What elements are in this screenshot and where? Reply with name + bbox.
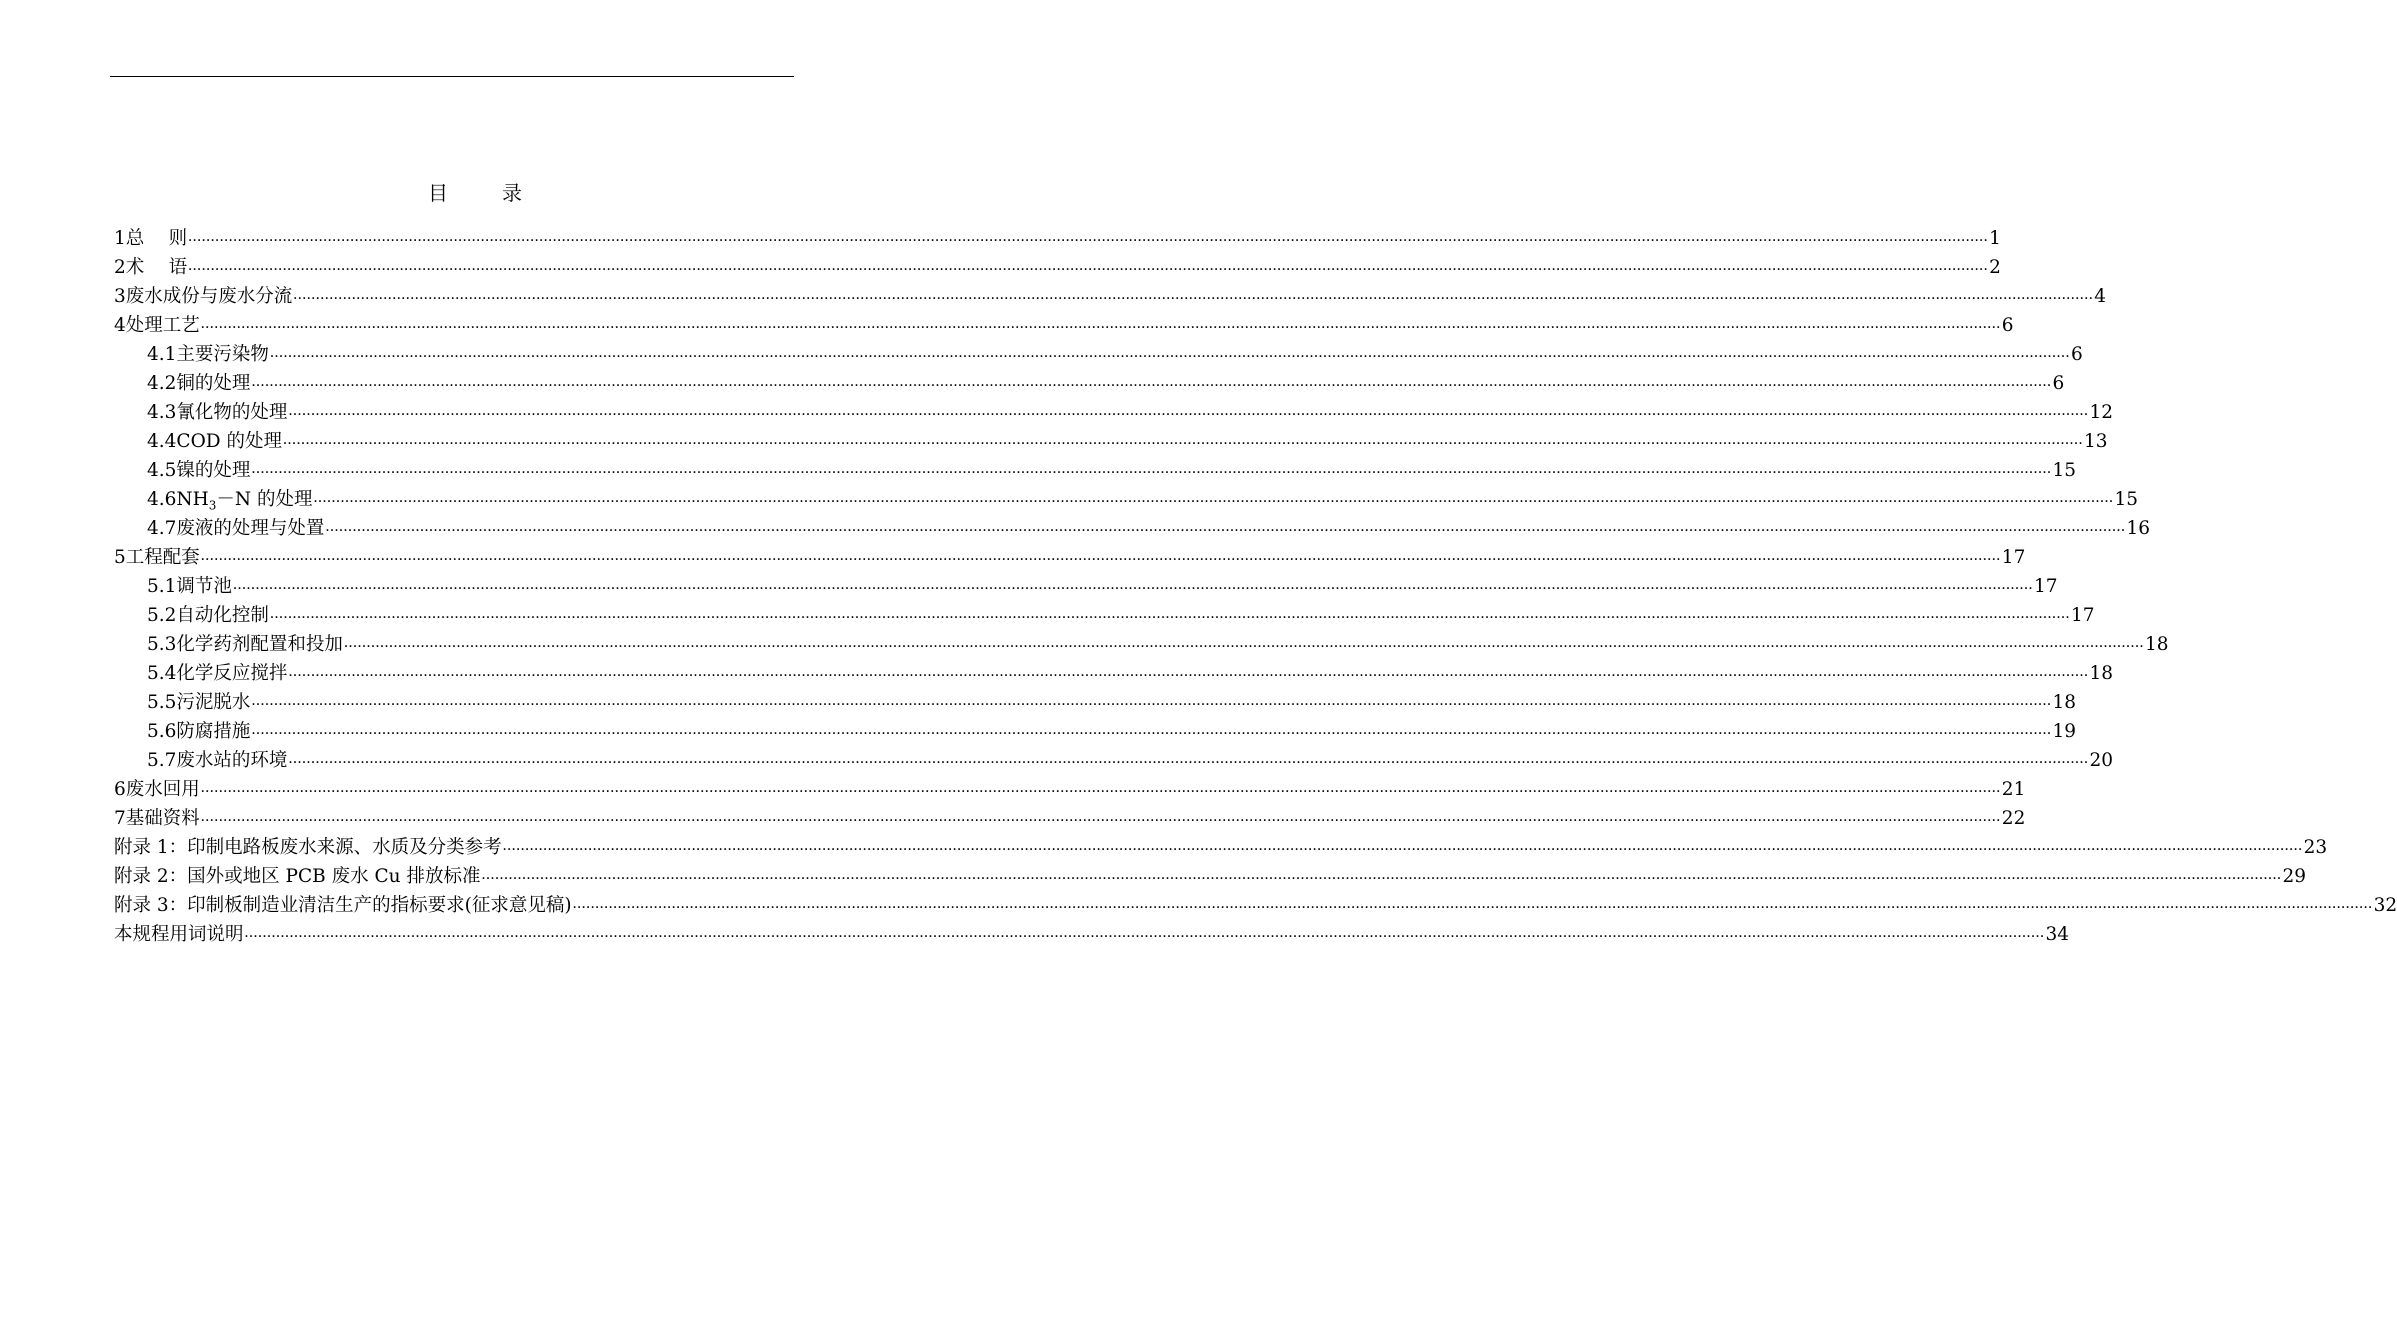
toc-entry[interactable] xyxy=(114,369,2065,398)
toc-entry[interactable] xyxy=(114,253,2001,282)
toc-entry-number: 5.1 xyxy=(147,576,177,597)
toc-leader-dots: ................................................................................................................................................................................................................................................................................................................................................................................................................ xyxy=(200,808,2001,825)
toc-entry-page: 6 xyxy=(2052,373,2065,394)
toc-entry-page: 23 xyxy=(2303,837,2328,858)
toc-entry[interactable] xyxy=(114,224,2001,253)
toc-entry-number: 5.4 xyxy=(147,663,177,684)
toc-entry-number: 5.6 xyxy=(147,721,177,742)
toc-entry-label: 工程配套 xyxy=(125,547,200,568)
toc-entry[interactable] xyxy=(114,311,2014,340)
toc-entry-page: 16 xyxy=(2126,518,2150,539)
toc-leader-dots: ................................................................................................................................................................................................................................................................................................................................................................................................................ xyxy=(288,750,2089,767)
toc-leader-dots: ................................................................................................................................................................................................................................................................................................................................................................................................................ xyxy=(269,605,2070,622)
toc-entry[interactable] xyxy=(114,804,2026,833)
toc-entry-label: 化学反应搅拌 xyxy=(176,663,288,684)
toc-entry-label: 污泥脱水 xyxy=(176,692,251,713)
toc-entry-page: 34 xyxy=(2045,924,2070,945)
toc-entry-page: 18 xyxy=(2052,692,2076,713)
toc-entry[interactable] xyxy=(114,282,2107,311)
toc-entry-page: 18 xyxy=(2089,663,2113,684)
toc-entry-label: 附录 1：印制电路板废水来源、水质及分类参考 xyxy=(114,837,502,858)
toc-entry-page: 18 xyxy=(2144,634,2169,655)
toc-leader-dots: ................................................................................................................................................................................................................................................................................................................................................................................................................ xyxy=(251,460,2052,477)
toc-entry[interactable] xyxy=(114,572,2058,601)
toc-entry[interactable] xyxy=(114,427,2108,456)
toc-entry-label: 总 则 xyxy=(125,228,188,249)
toc-entry[interactable] xyxy=(114,891,2397,920)
toc-entry[interactable] xyxy=(114,398,2113,427)
toc-entry[interactable] xyxy=(114,340,2083,369)
toc-entry-number: 4.5 xyxy=(147,460,177,481)
toc-entry-page: 6 xyxy=(2070,344,2083,365)
toc-entry-label: 废水成份与废水分流 xyxy=(125,286,293,307)
toc-entry[interactable] xyxy=(114,543,2026,572)
toc-entry[interactable] xyxy=(114,862,2306,891)
toc-entry-page: 6 xyxy=(2001,315,2014,336)
toc-entry[interactable] xyxy=(114,746,2113,775)
toc-entry-label: 术 语 xyxy=(125,257,188,278)
toc-entry[interactable] xyxy=(114,920,2070,949)
toc-title-right: 录 xyxy=(502,181,522,205)
toc-entry[interactable] xyxy=(114,601,2095,630)
toc-leader-dots: ................................................................................................................................................................................................................................................................................................................................................................................................................ xyxy=(232,576,2033,593)
toc-entry[interactable] xyxy=(114,456,2076,485)
toc-entry-number: 7 xyxy=(114,808,126,829)
table-of-contents xyxy=(114,224,2397,949)
toc-entry-label: 废液的处理与处置 xyxy=(176,518,325,539)
toc-entry-label: 附录 3：印制板制造业清洁生产的指标要求(征求意见稿) xyxy=(114,895,572,916)
toc-leader-dots: ................................................................................................................................................................................................................................................................................................................................................................................................................ xyxy=(313,489,2114,506)
toc-entry-number: 5.5 xyxy=(147,692,177,713)
toc-entry-page: 19 xyxy=(2052,721,2076,742)
header-rule xyxy=(110,76,794,77)
toc-entry-page: 22 xyxy=(2001,808,2026,829)
toc-leader-dots: ................................................................................................................................................................................................................................................................................................................................................................................................................ xyxy=(188,257,1989,274)
toc-entry[interactable] xyxy=(114,688,2076,717)
toc-leader-dots: ................................................................................................................................................................................................................................................................................................................................................................................................................ xyxy=(293,286,2094,303)
toc-entry-page: 17 xyxy=(2033,576,2058,597)
toc-entry-label: 主要污染物 xyxy=(176,344,269,365)
label-part: －N 的处理 xyxy=(216,489,313,510)
toc-entry[interactable] xyxy=(114,717,2076,746)
toc-entry[interactable] xyxy=(114,514,2150,543)
toc-entry-label: 自动化控制 xyxy=(176,605,269,626)
toc-entry-label: 附录 2：国外或地区 PCB 废水 Cu 排放标准 xyxy=(114,866,481,887)
toc-leader-dots: ................................................................................................................................................................................................................................................................................................................................................................................................................ xyxy=(325,518,2126,535)
toc-entry-label xyxy=(176,485,312,514)
toc-leader-dots: ................................................................................................................................................................................................................................................................................................................................................................................................................ xyxy=(288,402,2089,419)
toc-entry-page: 32 xyxy=(2373,895,2397,916)
toc-leader-dots: ................................................................................................................................................................................................................................................................................................................................................................................................................ xyxy=(200,779,2001,796)
toc-entry-page: 21 xyxy=(2001,779,2026,800)
toc-leader-dots: ................................................................................................................................................................................................................................................................................................................................................................................................................ xyxy=(481,866,2282,883)
toc-entry[interactable] xyxy=(114,775,2026,804)
toc-entry[interactable] xyxy=(114,485,2139,514)
toc-leader-dots: ................................................................................................................................................................................................................................................................................................................................................................................................................ xyxy=(251,692,2052,709)
toc-entry-label: 调节池 xyxy=(176,576,232,597)
toc-entry-page: 13 xyxy=(2083,431,2108,452)
toc-entry-label: 化学药剂配置和投加 xyxy=(176,634,343,655)
toc-entry[interactable] xyxy=(114,833,2328,862)
toc-entry-number: 2 xyxy=(114,257,126,278)
toc-entry-label: 处理工艺 xyxy=(125,315,200,336)
toc-entry-number: 6 xyxy=(114,779,126,800)
toc-entry[interactable] xyxy=(114,659,2113,688)
toc-entry-label: 防腐措施 xyxy=(176,721,251,742)
toc-entry-page: 17 xyxy=(2070,605,2095,626)
toc-entry-page: 20 xyxy=(2089,750,2113,771)
toc-entry-number: 4.7 xyxy=(147,518,177,539)
toc-entry-number: 5.2 xyxy=(147,605,177,626)
toc-entry-page: 15 xyxy=(2114,489,2139,510)
toc-entry-number: 5.7 xyxy=(147,750,177,771)
toc-entry-number: 1 xyxy=(114,228,126,249)
toc-title-left: 目 xyxy=(428,181,448,205)
toc-leader-dots: ................................................................................................................................................................................................................................................................................................................................................................................................................ xyxy=(251,721,2052,738)
toc-leader-dots: ................................................................................................................................................................................................................................................................................................................................................................................................................ xyxy=(269,344,2070,361)
toc-leader-dots: ................................................................................................................................................................................................................................................................................................................................................................................................................ xyxy=(244,924,2045,941)
toc-entry-label: 铜的处理 xyxy=(176,373,251,394)
toc-leader-dots: ................................................................................................................................................................................................................................................................................................................................................................................................................ xyxy=(288,663,2089,680)
toc-leader-dots: ................................................................................................................................................................................................................................................................................................................................................................................................................ xyxy=(572,895,2373,912)
toc-entry-page: 29 xyxy=(2282,866,2306,887)
toc-entry-label: 废水回用 xyxy=(125,779,200,800)
toc-entry-label: 废水站的环境 xyxy=(176,750,288,771)
toc-entry-number: 4.6 xyxy=(147,489,177,510)
toc-entry-page: 4 xyxy=(2094,286,2107,307)
toc-entry-page: 2 xyxy=(1989,257,2001,278)
toc-entry-page: 17 xyxy=(2001,547,2026,568)
toc-entry-label: 镍的处理 xyxy=(176,460,251,481)
toc-entry-label: 基础资料 xyxy=(125,808,200,829)
toc-entry-number: 5.3 xyxy=(147,634,177,655)
toc-entry-label: 本规程用词说明 xyxy=(114,924,244,945)
toc-title xyxy=(0,177,950,206)
label-subscript: 3 xyxy=(208,498,217,513)
toc-leader-dots: ................................................................................................................................................................................................................................................................................................................................................................................................................ xyxy=(188,228,1989,245)
label-part: NH xyxy=(176,489,209,510)
toc-entry-number: 4.2 xyxy=(147,373,177,394)
toc-leader-dots: ................................................................................................................................................................................................................................................................................................................................................................................................................ xyxy=(502,837,2303,854)
toc-entry-number: 4.3 xyxy=(147,402,177,423)
toc-entry-label: 氰化物的处理 xyxy=(176,402,288,423)
toc-entry-page: 1 xyxy=(1989,228,2001,249)
toc-leader-dots: ................................................................................................................................................................................................................................................................................................................................................................................................................ xyxy=(251,373,2052,390)
toc-entry-number: 4.4 xyxy=(147,431,177,452)
toc-entry-number: 3 xyxy=(114,286,126,307)
toc-leader-dots: ................................................................................................................................................................................................................................................................................................................................................................................................................ xyxy=(343,634,2144,651)
toc-entry-label: COD 的处理 xyxy=(176,431,282,452)
toc-entry-number: 4.1 xyxy=(147,344,177,365)
toc-leader-dots: ................................................................................................................................................................................................................................................................................................................................................................................................................ xyxy=(200,547,2001,564)
toc-leader-dots: ................................................................................................................................................................................................................................................................................................................................................................................................................ xyxy=(282,431,2083,448)
toc-leader-dots: ................................................................................................................................................................................................................................................................................................................................................................................................................ xyxy=(200,315,2001,332)
toc-entry-number: 5 xyxy=(114,547,126,568)
toc-entry[interactable] xyxy=(114,630,2169,659)
toc-entry-page: 15 xyxy=(2052,460,2076,481)
toc-entry-number: 4 xyxy=(114,315,126,336)
toc-entry-page: 12 xyxy=(2089,402,2113,423)
